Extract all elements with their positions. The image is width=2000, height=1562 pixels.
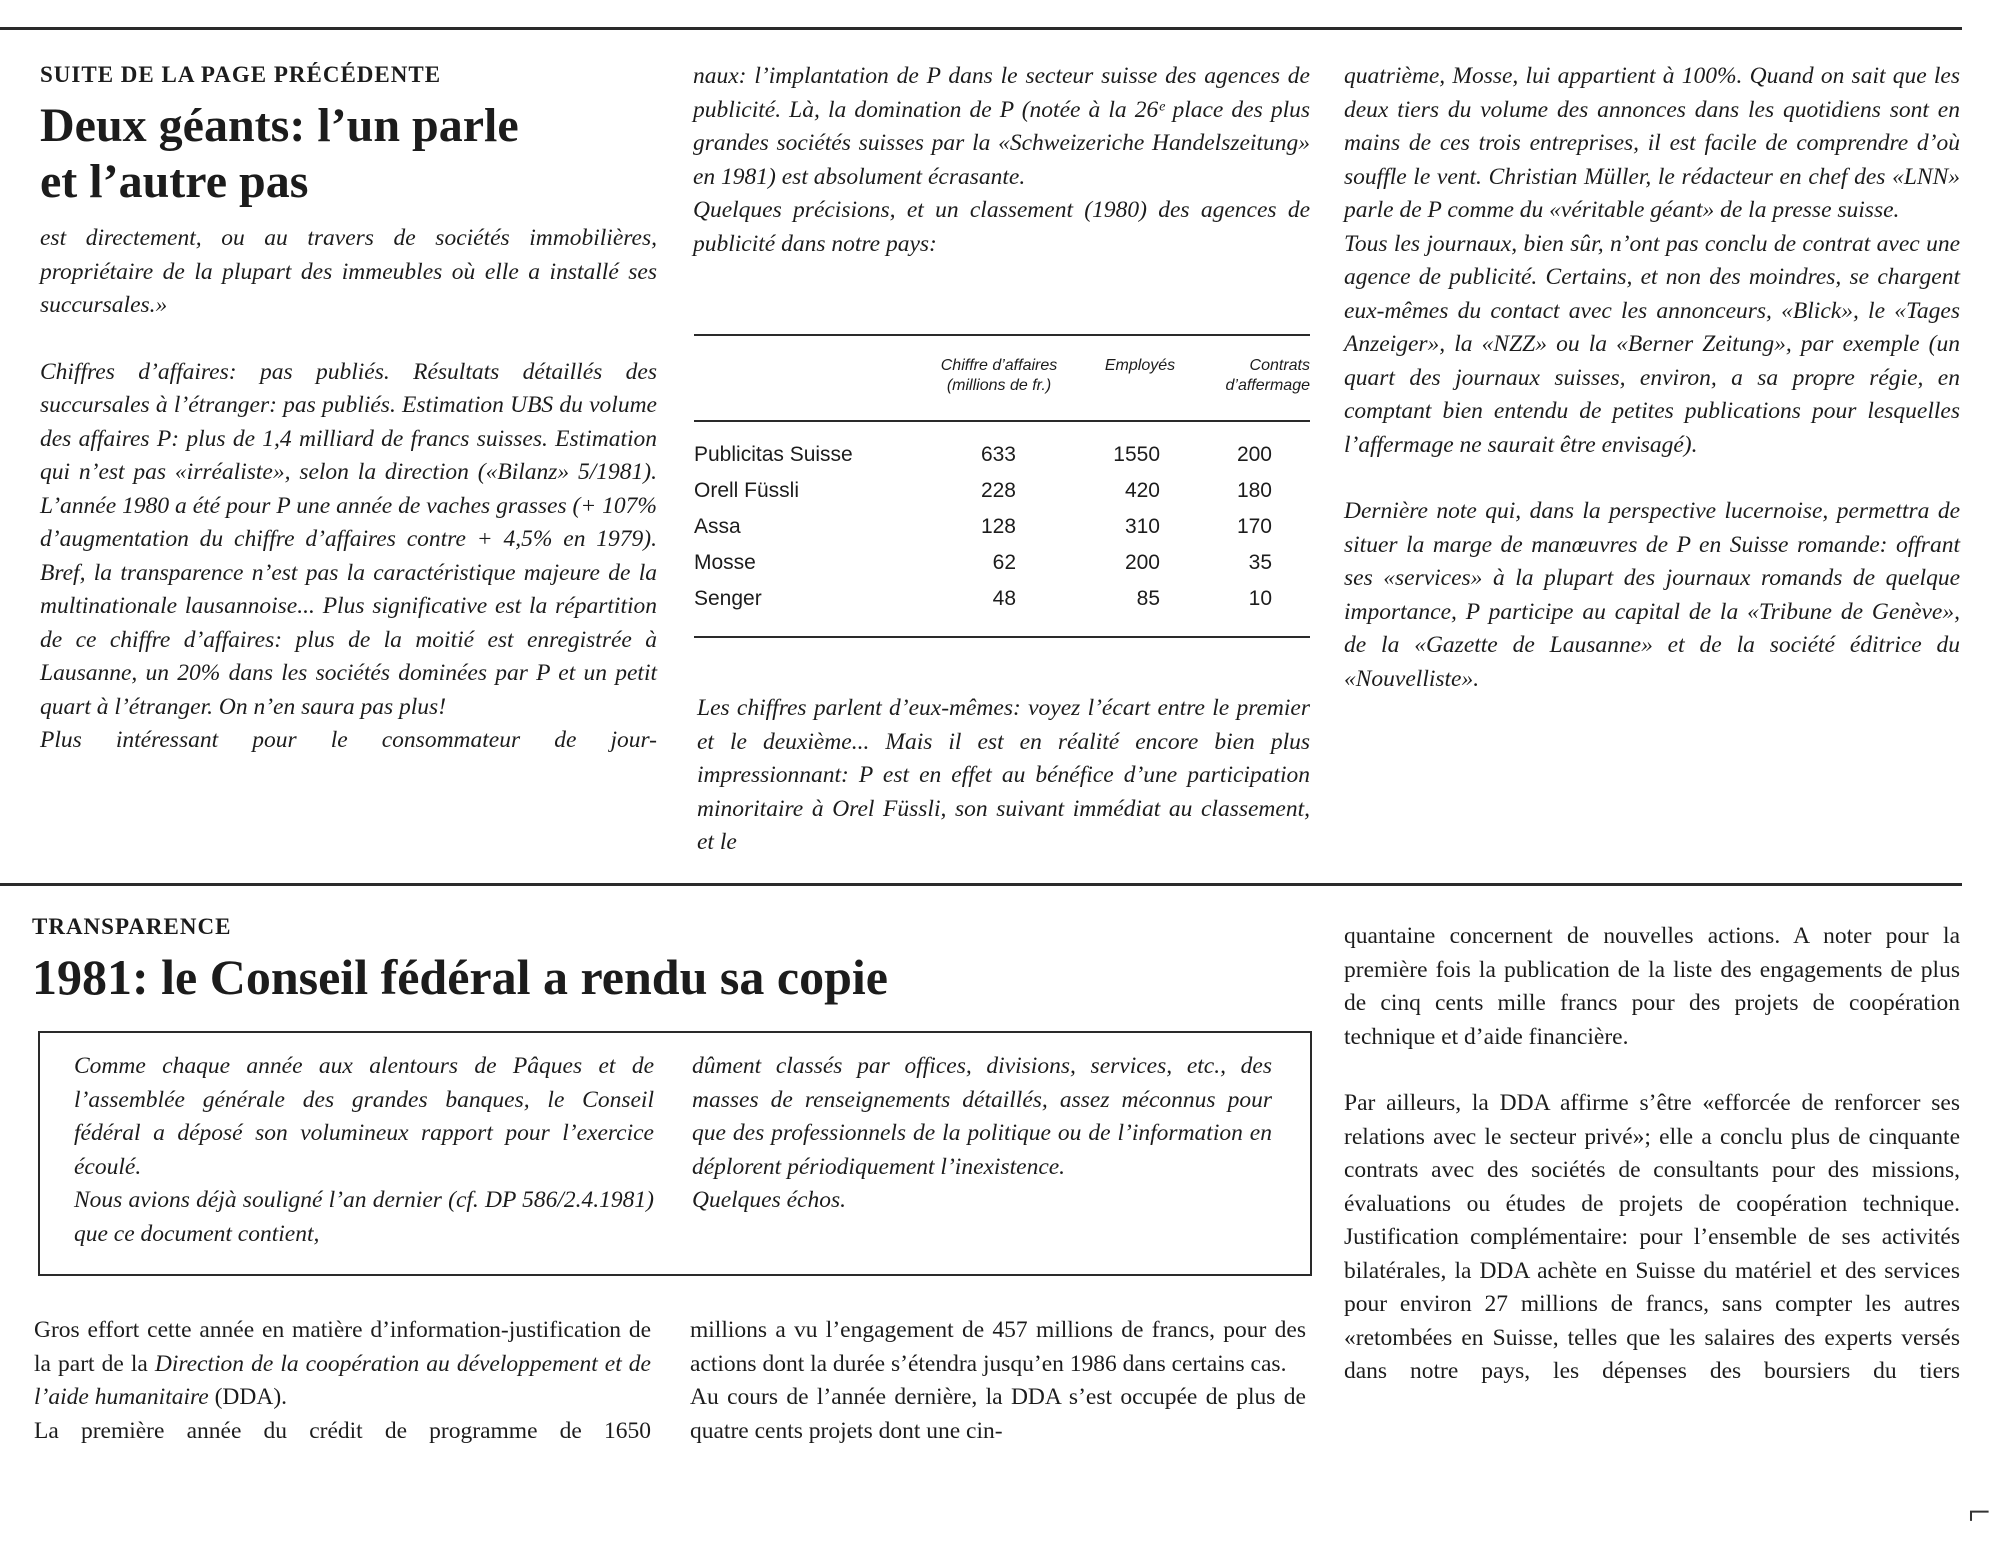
article1-title bbox=[40, 98, 657, 210]
paragraph: est directement, ou au travers de sociétés immobilières, propriétaire de la plupart des immeubles où elle a installé ses succursales.» bbox=[40, 225, 657, 318]
paragraph: Par ailleurs, la DDA affirme s’être «efforcée de renforcer ses relations avec le secteur privé»; elle a conclu plus de cinquante contrats avec des sociétés de consultants pour des missions, évaluations ou études de projets de coopération technique. Justification complémentaire: pour l’ensemble de ses activités bilatérales, la DDA achète en Suisse du matériel et des services pour environ 27 millions de francs, sans compter les autres «retombées en Suisse, telles que les salaires des experts versés dans notre pays, les dépenses des boursiers du tiers bbox=[1344, 1090, 1960, 1384]
paragraph: La première année du crédit de programme de 1650 bbox=[34, 1417, 651, 1444]
text-run: Gros effort cette année en matière d’information-justification de la part de la bbox=[34, 1317, 651, 1377]
article2-col1 bbox=[34, 1314, 651, 1448]
table-row-ca: 228 bbox=[980, 479, 1016, 502]
article2-kicker: TRANSPARENCE bbox=[32, 914, 232, 939]
table-row-ca: 633 bbox=[980, 443, 1016, 466]
table-row-ca: 128 bbox=[980, 515, 1016, 538]
table-row-contrats: 170 bbox=[1236, 515, 1272, 538]
table-row-contrats: 10 bbox=[1248, 587, 1272, 610]
page-curl-mark: ⌐ bbox=[1968, 1489, 1991, 1534]
top-rule bbox=[0, 27, 1962, 30]
table-header-rule bbox=[694, 420, 1310, 422]
table-row-name: Orell Füssli bbox=[694, 479, 800, 502]
article2-title: 1981: le Conseil fédéral a rendu sa copie bbox=[32, 949, 888, 1005]
paragraph: Les chiffres parlent d’eux-mêmes: voyez l’écart entre le premier et le deuxième... Mais il est en réalité encore bien plus impressionnant: P est en effet au bénéfice d’une participation minoritaire à Orel Füssli, son suivant immédiat au classement, et le bbox=[697, 695, 1310, 855]
paragraph: Nous avions déjà souligné l’an dernier (cf. DP 586/2.4.1981) que ce document contient, bbox=[74, 1187, 654, 1247]
table-row-contrats: 200 bbox=[1236, 443, 1272, 466]
table-header-ca: Chiffre d’affaires (millions de fr.) bbox=[940, 357, 1058, 394]
paragraph: Comme chaque année aux alentours de Pâques et de l’assemblée générale des grandes banques, le Conseil fédéral a déposé son volumineux rapport pour l’exercice écoulé. bbox=[74, 1053, 654, 1180]
article1-col2-bottom bbox=[697, 692, 1310, 860]
table-row-emp: 1550 bbox=[1113, 443, 1160, 466]
paragraph: naux: l’implantation de P dans le secteur suisse des agences de publicité. Là, la domination de P (notée à la 26ᵉ place des plus grandes sociétés suisses par la «Schweizeriche Handelszeitung» en 1981) est absolument écrasante. bbox=[693, 63, 1310, 190]
paragraph: millions a vu l’engagement de 457 millions de francs, pour des actions dont la durée s’étendra jusqu’en 1986 dans certains cas. bbox=[690, 1317, 1306, 1377]
intro-box-col2 bbox=[692, 1050, 1272, 1218]
paragraph: Quelques précisions, et un classement (1980) des agences de publicité dans notre pays: bbox=[693, 197, 1310, 257]
table-header-employes: Employés bbox=[1104, 357, 1176, 374]
paragraph: Dernière note qui, dans la perspective lucernoise, permettra de situer la marge de manœuvres de P en Suisse romande: offrant ses «services» à la plupart des journaux romands de quelque importance, P participe au capital de la «Tribune de Genève», de la «Gazette de Lausanne» et de la société éditrice du «Nouvelliste». bbox=[1344, 498, 1960, 692]
article2-heading bbox=[32, 914, 1322, 1006]
article1-col1 bbox=[40, 62, 657, 758]
table-row-emp: 85 bbox=[1136, 587, 1160, 610]
table-row-ca: 62 bbox=[992, 551, 1016, 574]
table-row-emp: 420 bbox=[1124, 479, 1160, 502]
article2-col2 bbox=[690, 1314, 1306, 1448]
table-row-name: Publicitas Suisse bbox=[694, 443, 853, 466]
article1-col3 bbox=[1344, 60, 1960, 696]
article2-col3 bbox=[1344, 920, 1960, 1389]
table-row-contrats: 180 bbox=[1236, 479, 1272, 502]
table-header-contrats: Contrats d’affermage bbox=[1225, 357, 1310, 394]
table-row-ca: 48 bbox=[992, 587, 1016, 610]
text-run: (DDA). bbox=[208, 1384, 288, 1410]
article1-title-line2: et l’autre pas bbox=[40, 155, 309, 208]
paragraph: Quelques échos. bbox=[692, 1187, 847, 1213]
article1-title-line1: Deux géants: l’un parle bbox=[40, 99, 519, 152]
table-row-name: Assa bbox=[694, 515, 741, 538]
paragraph: quantaine concernent de nouvelles actions. A noter pour la première fois la publication de la liste des engagements de plus de cinq cents mille francs pour des projets de coopération technique et d’aide financière. bbox=[1344, 923, 1960, 1050]
table-row-name: Mosse bbox=[694, 551, 756, 574]
paragraph: quatrième, Mosse, lui appartient à 100%. Quand on sait que les deux tiers du volume des annonces dans les quotidiens sont en mains de ces trois entreprises, il est facile de comprendre d’où souffle le vent. Christian Müller, le rédacteur en chef des «LNN» parle de P comme du «véritable géant» de la presse suisse. bbox=[1344, 63, 1960, 223]
article1-col1-text bbox=[40, 222, 657, 758]
paragraph bbox=[34, 1314, 651, 1415]
article1-kicker: SUITE DE LA PAGE PRÉCÉDENTE bbox=[40, 62, 442, 87]
table-bottom-rule bbox=[694, 636, 1310, 638]
table-row-contrats: 35 bbox=[1248, 551, 1272, 574]
text-run-italic: Direction de la coopération au développement et de l’aide humanitaire bbox=[34, 1350, 651, 1410]
agencies-table bbox=[694, 336, 1310, 636]
table-row-emp: 310 bbox=[1124, 515, 1160, 538]
table-row-emp: 200 bbox=[1124, 551, 1160, 574]
paragraph: Au cours de l’année dernière, la DDA s’est occupée de plus de quatre cents projets dont une cin- bbox=[690, 1384, 1306, 1444]
table-row-name: Senger bbox=[694, 587, 762, 610]
article-separator-rule bbox=[0, 883, 1962, 886]
paragraph: Plus intéressant pour le consommateur de jour- bbox=[40, 727, 657, 753]
paragraph: dûment classés par offices, divisions, services, etc., des masses de renseignements détaillés, assez méconnus pour que des professionnels de la politique ou de l’information en déplorent périodiquement l’inexistence. bbox=[692, 1053, 1272, 1180]
article1-col2-top bbox=[693, 60, 1310, 261]
paragraph: Tous les journaux, bien sûr, n’ont pas conclu de contrat avec une agence de publicité. Certains, et non des moindres, se chargent eux-mêmes du contact avec les annonceurs, «Blick», le «Tages Anzeiger», la «NZZ» ou la «Berner Zeitung», par exemple (un quart des journaux suisses, environ, a sa propre régie, en comptant bien entendu de petites publications pour lesquelles l’affermage ne saurait être envisagé). bbox=[1344, 230, 1960, 458]
intro-box-col1 bbox=[74, 1050, 654, 1251]
paragraph: Chiffres d’affaires: pas publiés. Résultats détaillés des succursales à l’étranger: pas publiés. Estimation UBS du volume des affaires P: plus de 1,4 milliard de francs suisses. Estimation qui n’est pas «irréaliste», selon la direction («Bilanz» 5/1981). L’année 1980 a été pour P une année de vaches grasses (+ 107% d’augmentation du chiffre d’affaires contre + 4,5% en 1979). Bref, la transparence n’est pas la caractéristique majeure de la multinationale lausannoise... Plus significative est la répartition de ce chiffre d’affaires: plus de la moitié est enregistrée à Lausanne, un 20% dans les sociétés dominées par P et un petit quart à l’étranger. On n’en saura pas plus! bbox=[40, 358, 657, 720]
